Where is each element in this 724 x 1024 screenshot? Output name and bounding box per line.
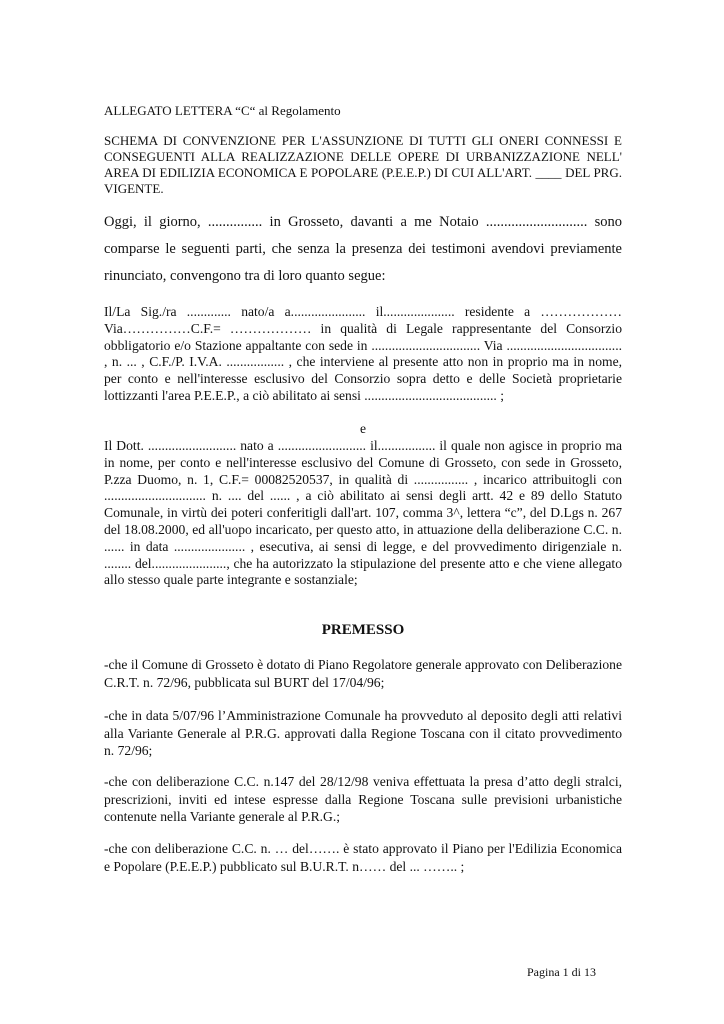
intro-paragraph: Oggi, il giorno, ............... in Grosseto, davanti a me Notaio ............................ sono comparse le seguenti parti, che senza la presenza dei testimoni avendovi previamente rinunciato, convengono tra di loro quanto segue: [104, 214, 622, 284]
party-one-paragraph: Il/La Sig./ra ............. nato/a a...................... il..................... residente a ……………… Via……………C.F.= ……………… in qualità di Legale rappresentante del Consorzio obbligatorio e/o Stazione appaltante con sede in ................................ Via .................................. , n. ... , C.F./P. I.V.A. ................. , che interviene al presente atto non in proprio ma in nome, per conto e nell'interesse esclusivo del Consorzio sopra detto e delle Società proprietarie lottizzanti l'area P.E.E.P., a ciò abilitato ai sensi ....................................... ; [104, 304, 622, 403]
party-separator: e [359, 421, 367, 436]
premessa-item: -che con deliberazione C.C. n. … del……. è stato approvato il Piano per l'Edilizia Economica e Popolare (P.E.E.P.) pubblicato sul B.U.R.T. n…… del ... …….. ; [104, 841, 622, 874]
premessa-item: -che con deliberazione C.C. n.147 del 28/12/98 veniva effettuata la presa d’atto degli stralci, prescrizioni, inviti ed intese espresse dalla Regione Toscana sulle previsioni urbanistiche contenute nella Variante generale al P.R.G.; [104, 774, 622, 824]
premesso-heading: PREMESSO [321, 622, 405, 638]
page-number: Pagina 1 di 13 [527, 965, 596, 979]
premessa-item: -che in data 5/07/96 l’Amministrazione Comunale ha provveduto al deposito degli atti relativi alla Variante Generale al P.R.G. approvati dalla Regione Toscana con il citato provvedimento n. 72/96; [104, 708, 622, 758]
agreement-title: SCHEMA DI CONVENZIONE PER L'ASSUNZIONE DI TUTTI GLI ONERI CONNESSI E CONSEGUENTI ALLA REALIZZAZIONE DELLE OPERE DI URBANIZZAZIONE NELL' AREA DI EDILIZIA ECONOMICA E POPOLARE (P.E.E.P.) DI CUI ALL'ART. ____ DEL PRG. VIGENTE. [104, 133, 622, 196]
attachment-header: ALLEGATO LETTERA “C“ al Regolamento [104, 103, 341, 118]
party-two-paragraph: Il Dott. .......................... nato a .......................... il................. il quale non agisce in proprio ma in nome, per conto e nell'interesse esclusivo del Comune di Grosseto, con sede in Grosseto, P.zza Duomo, n. 1, C.F.= 00082520537, in qualità di ................ , incarico attribuitogli con .............................. n. .... del ...... , a ciò abilitato ai sensi degli artt. 42 e 89 dello Statuto Comunale, in virtù dei poteri conferitigli dall'art. 107, comma 3^, lettera “c”, del D.Lgs n. 267 del 18.08.2000, ed all'uopo incaricato, per questo atto, in attuazione della deliberazione C.C. n. ...... in data ..................... , esecutiva, ai sensi di legge, e del provvedimento dirigenziale n. ........ del......................, che ha autorizzato la stipulazione del presente atto e che viene allegato allo stesso quale parte integrante e sostanziale; [104, 438, 622, 588]
premessa-item: -che il Comune di Grosseto è dotato di Piano Regolatore generale approvato con Deliberazione C.R.T. n. 72/96, pubblicata sul BURT del 17/04/96; [104, 657, 622, 690]
